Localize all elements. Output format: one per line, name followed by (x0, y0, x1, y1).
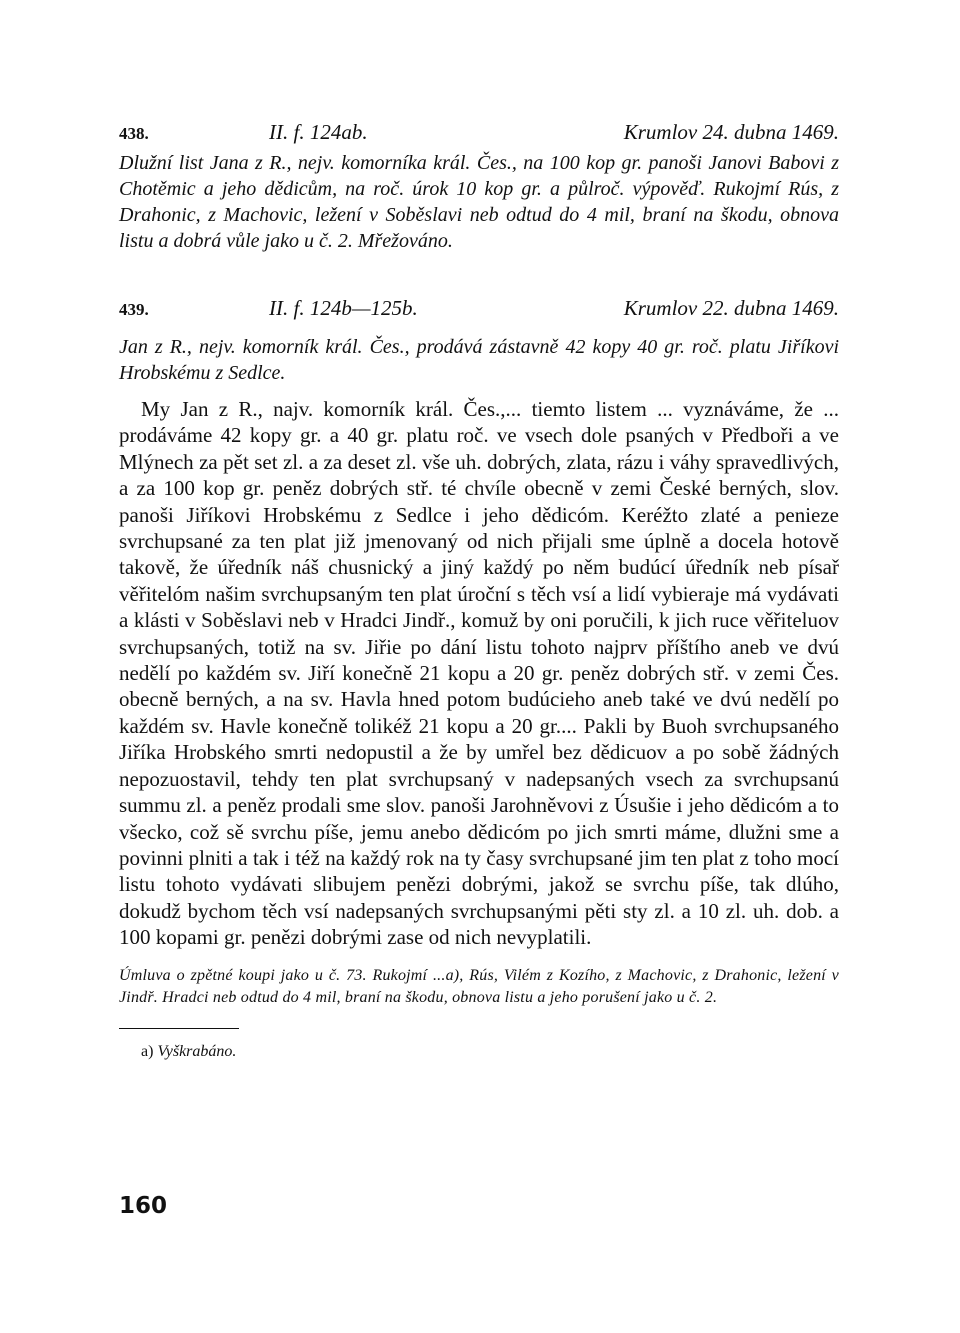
entry-number: 438. (119, 124, 149, 143)
footnote-divider (119, 1028, 239, 1029)
entry-header (119, 294, 839, 324)
page-number: 160 (119, 1193, 168, 1219)
editorial-note: Úmluva o zpětné koupi jako u č. 73. Rukojmí ...a), Rús, Vilém z Kozího, z Machovic, z Drahonic, ležení v Jindř. Hradci neb odtud do 4 mil, braní na škodu, obnova listu a jeho porušení jako u č. 2. (119, 966, 839, 1007)
entry-regest: Jan z R., nejv. komorník král. Čes., prodává zástavně 42 kopy 40 gr. roč. platu Jiříkovi Hrobskému z Sedlce. (119, 336, 839, 384)
entry-header (119, 118, 839, 148)
footnote-text: Vyškrabáno. (157, 1042, 237, 1060)
footnote (119, 1041, 839, 1063)
page-content (119, 118, 839, 1063)
footnote-marker: a) (141, 1042, 154, 1060)
entry-place-date: Krumlov 22. dubna 1469. (623, 296, 839, 320)
entry-signature: II. f. 124b—125b. (269, 296, 418, 320)
entry-place-date: Krumlov 24. dubna 1469. (623, 120, 839, 144)
entry-signature: II. f. 124ab. (269, 120, 368, 144)
charter-text: My Jan z R., najv. komorník král. Čes.,... tiemto listem ... vyznáváme, že ... prodáváme 42 kopy gr. a 40 gr. platu roč. ve vsech dole psaných v Předboři a ve Mlýnech za pět set zl. a za deset zl. vše uh. dobrých, zlata, rázu i váhy spravedlivých, a za 100 kop gr. peněz dobrých stř. té chvíle obecně v zemi České berných, slov. panoši Jiříkovi Hrobskému z Sedlce i jeho dědicóm. Keréžto zlaté a penieze svrchupsané za ten plat již jmenovaný od nich přijali sme úplně a docela hotově takově, že úředník náš chusnický a jiný každý po něm budúcí úředník neb písař věřitelóm našim svrchupsaným ten plat úroční s těch vsí a lidí vybieraje má vydávati a klásti v Soběslavi neb v Hradci Jindř., komuž by oni poručili, k jich ruce věřiteluov svrchupsaných, totiž na sv. Jiřie po dání listu tohoto najprv příštího aneb ve dvú nedělí po každém sv. Jiří konečně 21 kopu a 20 gr. peněz dobrých stř. v zemi Čes. obecně berných, a na sv. Havla hned potom budúcieho aneb také ve dvú nedělí po každém sv. Havle konečně tolikéž 21 kopu a 20 gr.... Pakli by Buoh svrchupsaného Jiříka Hrobského smrti nedopustil a že by umřel bez dědicuov a po sobě žádných nepozuostavil, tehdy ten plat svrchupsaný v nadepsaných vsech za svrchupsanú summu zl. a peněz prodali sme slov. panoši Jarohněvovi z Úsušie i jeho dědicóm a to všecko, což sě svrchu píše, jemu anebo dědicóm po jich smrti máme, dlužni sme a povinni plniti a tak i též na každý rok na ty časy svrchupsané jim ten plat z toho mocí listu tohoto vydávati slibujem penězi dobrými, jakož se svrchu píše, tak dlúho, dokudž bychom těch vsí nadepsaných svrchupsanými pěti sty zl. a 10 zl. uh. dob. a 100 kopami gr. penězi dobrými zase od nich nevyplatili. (119, 397, 839, 950)
entry-regest: Dlužní list Jana z R., nejv. komorníka král. Čes., na 100 kop gr. panoši Janovi Babovi z Chotěmic a jeho dědicům, na roč. úrok 10 kop gr. a půlroč. výpověď. Rukojmí Rús, z Drahonic, z Machovic, ležení v Soběslavi neb odtud do 4 mil, braní na škodu, obnova listu a dobrá vůle jako u č. 2. Mřežováno. (119, 152, 839, 252)
entry-number: 439. (119, 300, 149, 319)
